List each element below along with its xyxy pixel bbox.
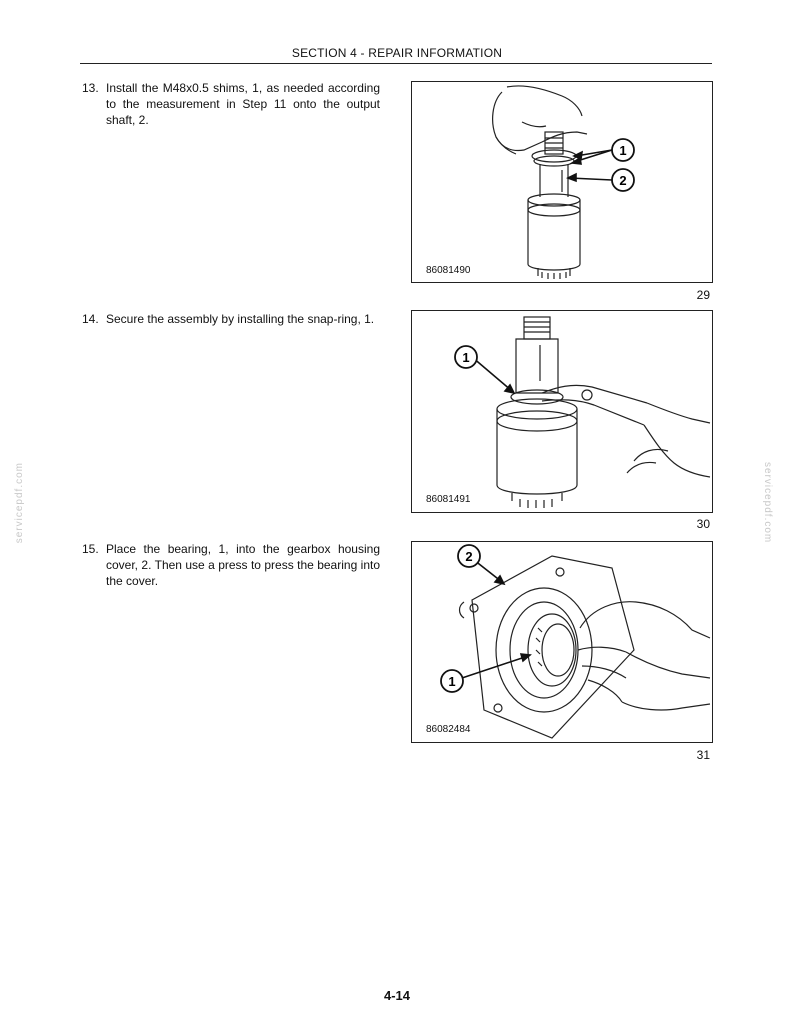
header-rule xyxy=(80,63,712,64)
svg-text:1: 1 xyxy=(462,350,470,365)
figure-number: 30 xyxy=(696,517,710,531)
shaft-shims-illustration xyxy=(412,82,712,282)
figure-29-shims-on-output-shaft xyxy=(411,81,713,283)
step-14 xyxy=(82,311,380,327)
svg-text:1: 1 xyxy=(619,143,627,158)
step-15 xyxy=(82,541,380,589)
step-number: 14. xyxy=(82,312,99,326)
svg-text:2: 2 xyxy=(465,549,473,564)
callout-2 xyxy=(458,545,480,567)
step-text: Secure the assembly by installing the snap-ring, 1. xyxy=(106,312,375,326)
figure-31-bearing-into-cover xyxy=(411,541,713,743)
callout-2 xyxy=(612,169,634,191)
figure-number: 31 xyxy=(696,748,710,762)
snap-ring-illustration xyxy=(412,311,712,512)
bearing-cover-illustration xyxy=(412,542,712,742)
figure-30-snap-ring-install xyxy=(411,310,713,513)
step-text: Place the bearing, 1, into the gearbox housing cover, 2. Then use a press to press the bearing into the cover. xyxy=(106,542,380,588)
callout-1 xyxy=(612,139,634,161)
callout-1 xyxy=(441,670,463,692)
step-13 xyxy=(82,80,380,128)
step-number: 13. xyxy=(82,81,99,95)
step-number: 15. xyxy=(82,542,99,556)
page-number: 4-14 xyxy=(383,988,411,1003)
section-header: SECTION 4 - REPAIR INFORMATION xyxy=(291,46,503,60)
figure-number: 29 xyxy=(696,288,710,302)
svg-text:2: 2 xyxy=(619,173,627,188)
figure-code: 86081490 xyxy=(426,265,471,276)
svg-text:1: 1 xyxy=(448,674,456,689)
figure-code: 86081491 xyxy=(426,494,471,505)
callout-1 xyxy=(455,346,477,368)
step-text: Install the M48x0.5 shims, 1, as needed according to the measurement in Step 11 onto the output shaft, 2. xyxy=(106,81,380,127)
watermark-right: servicepdf.com xyxy=(762,462,773,544)
watermark-left: servicepdf.com xyxy=(14,462,25,544)
figure-code: 86082484 xyxy=(426,724,471,735)
